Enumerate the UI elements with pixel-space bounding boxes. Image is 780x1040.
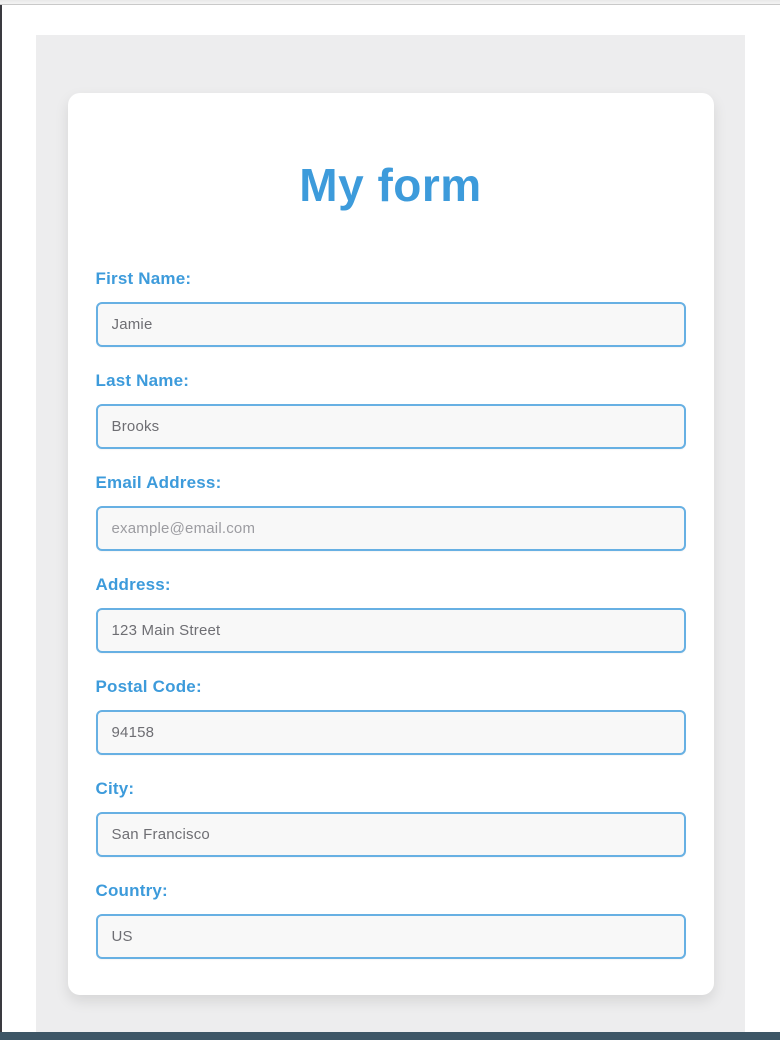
- first-name-input[interactable]: [96, 302, 686, 347]
- country-input[interactable]: [96, 914, 686, 959]
- postal-code-input[interactable]: [96, 710, 686, 755]
- field-group-first-name: [96, 267, 686, 347]
- field-group-country: [96, 879, 686, 959]
- last-name-label: Last Name:: [95, 370, 190, 390]
- postal-code-label: Postal Code:: [95, 676, 202, 696]
- field-group-city: [96, 777, 686, 857]
- email-input[interactable]: [96, 506, 686, 551]
- field-group-postal-code: [96, 675, 686, 755]
- city-label: City:: [95, 778, 135, 798]
- address-label: Address:: [95, 574, 171, 594]
- field-group-email: [96, 471, 686, 551]
- window-top-edge: [0, 0, 780, 5]
- address-input[interactable]: [96, 608, 686, 653]
- field-group-last-name: [96, 369, 686, 449]
- country-label: Country:: [95, 880, 168, 900]
- form-card: [68, 93, 714, 995]
- window-left-border: [0, 5, 2, 1040]
- page-title: My form: [299, 159, 482, 211]
- window-bottom-bar: [0, 1032, 780, 1040]
- city-input[interactable]: [96, 812, 686, 857]
- page-background-panel: [36, 35, 745, 1032]
- field-group-address: [96, 573, 686, 653]
- last-name-input[interactable]: [96, 404, 686, 449]
- first-name-label: First Name:: [95, 268, 192, 288]
- email-label: Email Address:: [95, 472, 222, 492]
